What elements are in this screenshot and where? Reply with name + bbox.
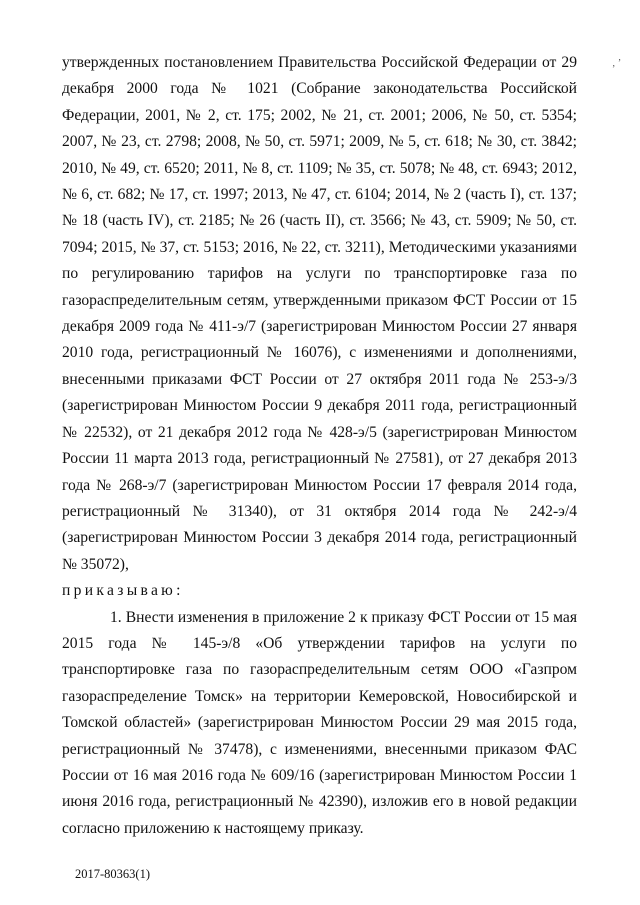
order-word: приказываю: [62,582,184,600]
item-1-paragraph: 1. Внести изменения в приложение 2 к приказу ФСТ России от 15 мая 2015 года № 145-э/8 «Об утверждении тарифов на услуги по транспортировке газа по газораспределительным сетям ООО «Газпром газораспределение Томск» на территории Кемеровской, Новосибирской и Томской областей» (зарегистрирован Минюстом России 29 мая 2015 года, регистрационный № 37478), с изменениями, внесенными приказом ФАС России от 16 мая 2016 года № 609/16 (зарегистрирован Минюстом России 1 июня 2016 года, регистрационный № 42390), изложив его в новой редакции согласно приложению к настоящему приказу. [62,608,577,837]
scan-mark-icon: ‚ ’ [612,58,622,69]
document-footer-code: 2017-80363(1) [75,867,150,881]
document-body [62,50,577,842]
main-paragraph: утвержденных постановлением Правительства Российской Федерации от 29 декабря 2000 года № 1021 (Собрание законодательства Российской Федерации, 2001, № 2, ст. 175; 2002, № 21, ст. 2001; 2006, № 50, ст. 5354; 2007, № 23, ст. 2798; 2008, № 50, ст. 5971; 2009, № 5, ст. 618; № 30, ст. 3842; 2010, № 49, ст. 6520; 2011, № 8, ст. 1109; № 35, ст. 5078; № 48, ст. 6943; 2012, № 6, ст. 682; № 17, ст. 1997; 2013, № 47, ст. 6104; 2014, № 2 (часть I), ст. 137; № 18 (часть IV), ст. 2185; № 26 (часть II), ст. 3566; № 43, ст. 5909; № 50, ст. 7094; 2015, № 37, ст. 5153; 2016, № 22, ст. 3211), Методическими указаниями по регулированию тарифов на услуги по транспортировке газа по газораспределительным сетям, утвержденными приказом ФСТ России от 15 декабря 2009 года № 411-э/7 (зарегистрирован Минюстом России 27 января 2010 года, регистрационный № 16076), с изменениями и дополнениями, внесенными приказами ФСТ России от 27 октября 2011 года № 253-э/3 (зарегистрирован Минюстом России 9 декабря 2011 года, регистрационный № 22532), от 21 декабря 2012 года № 428-э/5 (зарегистрирован Минюстом России 11 марта 2013 года, регистрационный № 27581), от 27 декабря 2013 года № 268-э/7 (зарегистрирован Минюстом России 17 февраля 2014 года, регистрационный № 31340), от 31 октября 2014 года № 242-э/4 (зарегистрирован Минюстом России 3 декабря 2014 года, регистрационный № 35072), [62,54,577,573]
